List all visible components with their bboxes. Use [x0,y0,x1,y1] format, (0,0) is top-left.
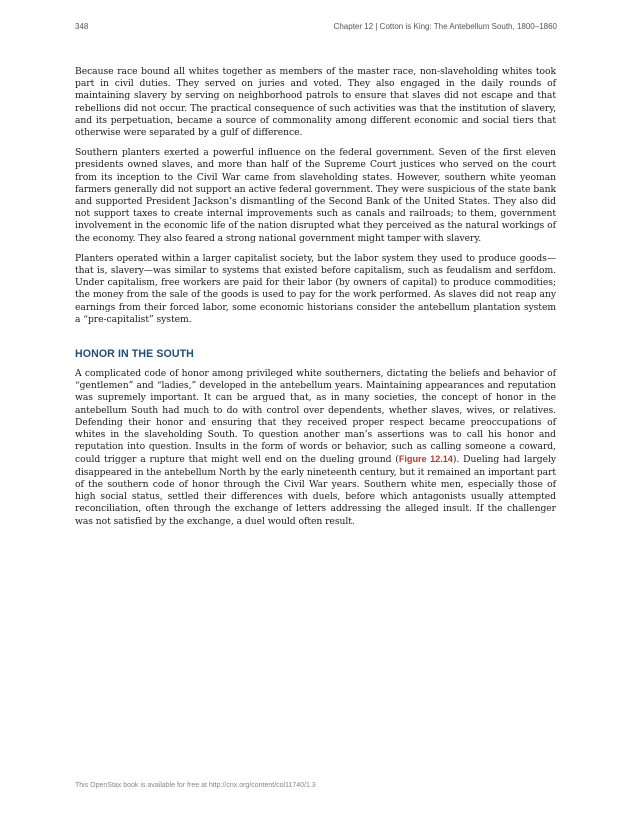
page-content [75,66,556,536]
chapter-title: Chapter 12 | Cotton is King: The Antebellum South, 1800–1860 [333,22,557,31]
section-heading: HONOR IN THE SOUTH [75,348,194,361]
page-footer: This OpenStax book is available for free at http://cnx.org/content/col11740/1.3 [75,782,316,789]
running-header [75,22,557,36]
body-paragraph-1: Because race bound all whites together as members of the master race, non-slaveholding whites took part in civil duties. They served on juries and voted. They also engaged in the daily rounds of maintaining slavery by serving on neighborhood patrols to ensure that slaves did not escape and that rebellions did not occur. The practical consequence of such activities was that the institution of slavery, and its perpetuation, became a source of commonality among different economic and social tiers that otherwise were separated by a gulf of difference. [75,66,556,139]
page-number: 348 [75,22,89,31]
paragraph-4-text-start: A complicated code of honor among privileged white southerners, dictating the beliefs and behavior of “gentlemen” and “ladies,” developed in the antebellum years. Maintaining appearances and reputation was supremely important. It can be argued that, as in many societies, the concept of honor in the antebellum South had much to do with control over dependents, whether slaves, wives, or relatives. Defending their honor and ensuring that they received proper respect became preoccupations of whites in the slaveholding South. To question another man’s assertions was to call his honor and reputation into question. Insults in the form of words or behavior, such as calling someone a coward, could trigger a rupture that might well end on the dueling ground ( [75,368,556,466]
paragraph-4-text-end: ). Dueling had largely disappeared in the antebellum North by the early nineteenth century, but it remained an important part of the southern code of honor through the Civil War years. Southern white men, especially those of high social status, settled their differences with duels, before which antagonists usually attempted reconciliation, often through the exchange of letters addressing the alleged insult. If the challenger was not satisfied by the exchange, a duel would often result. [75,454,556,527]
body-paragraph-3: Planters operated within a larger capitalist society, but the labor system they used to produce goods—that is, slavery—was similar to systems that existed before capitalism, such as feudalism and serfdom. Under capitalism, free workers are paid for their labor (by owners of capital) to produce commodities; the money from the sale of the goods is used to pay for the work performed. As slaves did not reap any earnings from their forced labor, some economic historians consider the antebellum plantation system a “pre-capitalist” system. [75,252,556,325]
body-paragraph-4 [75,368,556,528]
body-paragraph-2: Southern planters exerted a powerful influence on the federal government. Seven of the first eleven presidents owned slaves, and more than half of the Supreme Court justices who served on the court from its inception to the Civil War came from slaveholding states. However, southern white yeoman farmers generally did not support an active federal government. They were suspicious of the state bank and supported President Jackson’s dismantling of the Second Bank of the United States. They also did not support taxes to create internal improvements such as canals and railroads; to them, government involvement in the economic life of the nation disrupted what they perceived as the natural workings of the economy. They also feared a strong national government might tamper with slavery. [75,147,556,244]
figure-link[interactable]: Figure 12.14 [398,454,453,465]
